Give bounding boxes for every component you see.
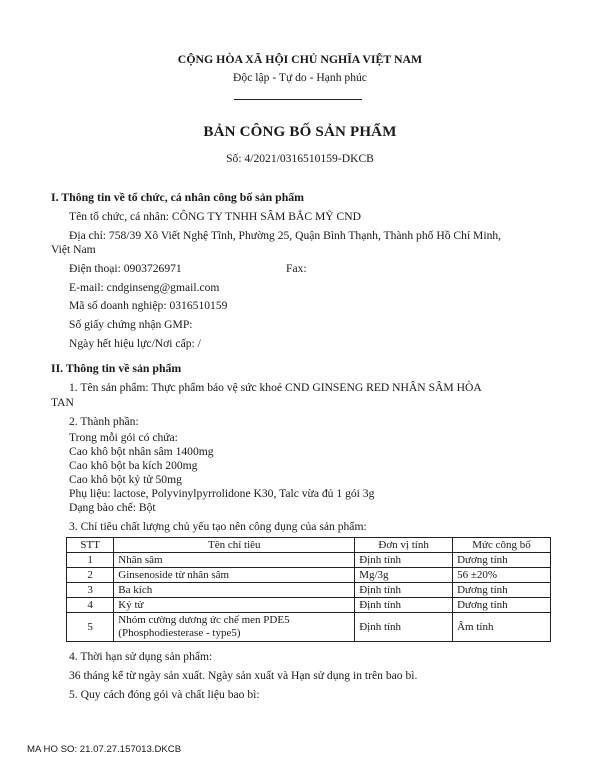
- table-row: [67, 583, 551, 598]
- section2-heading: II. Thông tin về sản phẩm: [51, 361, 182, 375]
- table-cell: Dương tính: [453, 553, 551, 568]
- composition-line: Dạng bào chế: Bột: [69, 501, 156, 514]
- table-header-row: [67, 538, 551, 553]
- shelf-life-text: 36 tháng kể từ ngày sản xuất. Ngày sản xuất và Hạn sử dụng in trên bao bì.: [69, 669, 418, 682]
- table-header-cell: Mức công bố: [453, 538, 551, 553]
- table-cell: Dương tính: [453, 583, 551, 598]
- gmp-certificate: Số giấy chứng nhận GMP:: [69, 318, 193, 331]
- address-line1: Địa chỉ: 758/39 Xô Viết Nghệ Tĩnh, Phường 25, Quận Bình Thạnh, Thành phố Hồ Chí Minh,: [69, 229, 502, 242]
- table-cell: 4: [67, 598, 114, 613]
- composition-label: 2. Thành phần:: [69, 415, 139, 428]
- table-cell: Định tính: [355, 613, 453, 642]
- table-cell: 56 ±20%: [453, 568, 551, 583]
- fax: Fax:: [286, 262, 307, 275]
- table-row: [67, 568, 551, 583]
- table-cell: 2: [67, 568, 114, 583]
- table-cell: Nhân sâm: [114, 553, 355, 568]
- product-name-line2: TAN: [51, 396, 74, 409]
- expiry: Ngày hết hiệu lực/Nơi cấp: /: [69, 337, 201, 350]
- quality-label: 3. Chỉ tiêu chất lượng chủ yếu tạo nên công dụng của sản phẩm:: [69, 520, 367, 533]
- product-name-line1: 1. Tên sản phẩm: Thực phẩm bảo vệ sức khoẻ CND GINSENG RED NHÂN SÂM HÒA: [69, 381, 482, 394]
- table-row: [67, 553, 551, 568]
- table-cell: 3: [67, 583, 114, 598]
- table-header-cell: STT: [67, 538, 114, 553]
- table-cell: 1: [67, 553, 114, 568]
- table-cell: [114, 613, 355, 642]
- table-cell-line: (Phosphodiesterase - type5): [118, 627, 241, 639]
- section1-heading: I. Thông tin về tổ chức, cá nhân công bố sản phẩm: [51, 190, 305, 204]
- document-number: Số: 4/2021/0316510159-DKCB: [226, 152, 374, 165]
- table-header-cell: Đơn vị tính: [355, 538, 453, 553]
- composition-line: Trong mỗi gói có chứa:: [69, 431, 178, 444]
- table-row: [67, 613, 551, 642]
- motto: Độc lập - Tự do - Hạnh phúc: [233, 71, 367, 84]
- table-cell-line: Nhóm cường dương ức chế men PDE5: [118, 614, 290, 626]
- shelf-life-label: 4. Thời hạn sử dụng sản phẩm:: [69, 650, 213, 663]
- email: E-mail: cndginseng@gmail.com: [69, 281, 220, 294]
- table-row: [67, 598, 551, 613]
- table-cell: Định tính: [355, 553, 453, 568]
- table-cell: Âm tính: [453, 613, 551, 642]
- phone: Điện thoại: 0903726971: [69, 262, 182, 275]
- composition-line: Phụ liệu: lactose, Polyvinylpyrrolidone K30, Talc vừa đủ 1 gói 3g: [69, 487, 375, 500]
- tax-code: Mã số doanh nghiệp: 0316510159: [69, 299, 228, 312]
- table-cell: Ba kích: [114, 583, 355, 598]
- document-title: BẢN CÔNG BỐ SẢN PHẨM: [203, 124, 397, 140]
- table-cell: Dương tính: [453, 598, 551, 613]
- table-cell: 5: [67, 613, 114, 642]
- composition-line: Cao khô bột kỷ tử 50mg: [69, 473, 182, 486]
- packaging-label: 5. Quy cách đóng gói và chất liệu bao bì:: [69, 688, 260, 701]
- table-cell: Định tính: [355, 583, 453, 598]
- record-code-footer: MA HO SO: 21.07.27.157013.DKCB: [27, 744, 182, 755]
- table-cell: Mg/3g: [355, 568, 453, 583]
- quality-table: [66, 537, 551, 642]
- table-cell: Ginsenoside từ nhân sâm: [114, 568, 355, 583]
- nation-header: CỘNG HÒA XÃ HỘI CHỦ NGHĨA VIỆT NAM: [177, 52, 423, 66]
- composition-line: Cao khô bột nhân sâm 1400mg: [69, 445, 214, 458]
- table-cell: Kỷ tử: [114, 598, 355, 613]
- header-divider: [234, 99, 362, 100]
- table-header-cell: Tên chỉ tiêu: [114, 538, 355, 553]
- address-line2: Việt Nam: [51, 243, 96, 256]
- org-name: Tên tổ chức, cá nhân: CÔNG TY TNHH SÂM BẮC MỸ CND: [69, 210, 362, 223]
- table-cell: Định tính: [355, 598, 453, 613]
- composition-line: Cao khô bột ba kích 200mg: [69, 459, 198, 472]
